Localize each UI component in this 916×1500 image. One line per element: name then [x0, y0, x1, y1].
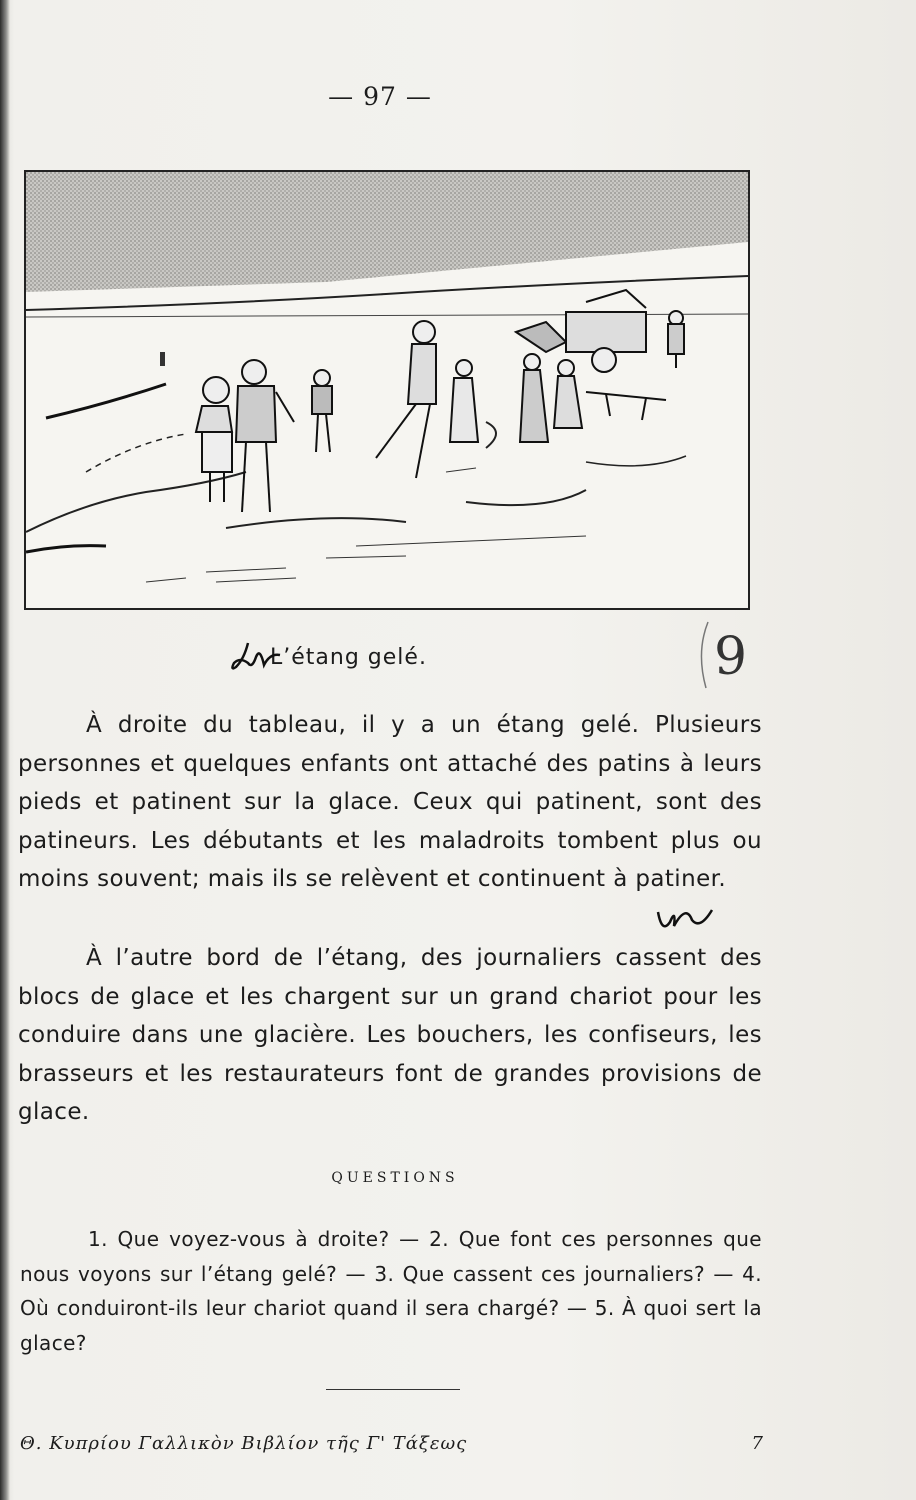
frozen-pond-illustration	[24, 170, 750, 610]
pencil-circle-icon	[690, 612, 770, 702]
section-divider	[326, 1389, 460, 1390]
illustration-drawing	[26, 172, 748, 608]
page-binding-edge	[0, 0, 10, 1500]
footer-book-title: Θ. Κυπρίου Γαλλικὸν Βιβλίον τῆς Γ' Τάξεως	[20, 1433, 468, 1454]
questions-heading: QUESTIONS	[331, 1170, 459, 1186]
margin-number: 9	[714, 627, 748, 687]
handwritten-scribble-icon	[652, 900, 716, 936]
questions-block	[20, 1222, 762, 1360]
footer-signature-number: 7	[751, 1433, 764, 1454]
questions-text: 1. Que voyez-vous à droite? — 2. Que font ces personnes que nous voyons sur l’étang gelé? — 3. Que cassent ces journaliers? — 4. Où conduiront-ils leur chariot quand il sera chargé? — 5. À quoi sert la glace?	[20, 1227, 762, 1355]
lesson-title-block	[226, 645, 427, 670]
handwritten-number-block	[690, 612, 770, 706]
paragraph-1-text: À droite du tableau, il y a un étang gelé. Plusieurs personnes et quelques enfants ont attaché des patins à leurs pieds et patinent sur la glace. Ceux qui patinent, sont des patineurs. Les débutants et les maladroits tombent plus ou moins souvent; mais ils se relèvent et continuent à patiner.	[18, 712, 762, 892]
page-footer	[20, 1433, 764, 1454]
paragraph-1	[18, 706, 762, 899]
paragraph-2-text: À l’autre bord de l’étang, des journaliers cassent des blocs de glace et les chargent sur un grand chariot pour les conduire dans une glacière. Les bouchers, les confiseurs, les brasseurs et les restaurateurs font de grandes provisions de glace.	[18, 945, 762, 1125]
paragraph-2	[18, 939, 762, 1132]
lesson-title: L’étang gelé.	[270, 645, 427, 670]
page-number: — 97 —	[328, 82, 432, 111]
handwritten-mark-icon	[226, 639, 286, 679]
